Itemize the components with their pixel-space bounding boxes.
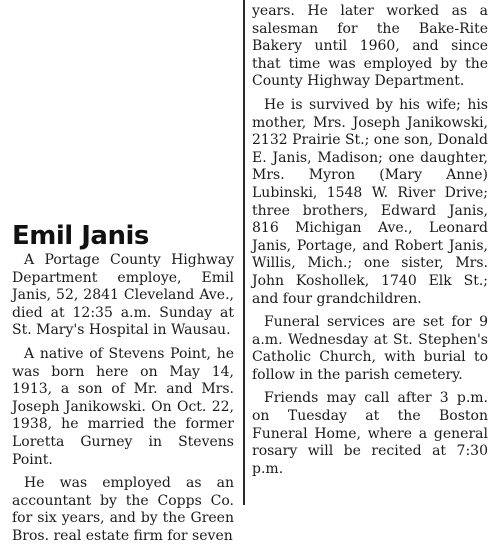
right-column — [252, 3, 488, 484]
paragraph-death-notice: A Portage County Highway Department employe, Emil Janis, 52, 2841 Cleveland Ave., died at 12:35 a.m. Sunday at St. Mary's Hospital in Wausau. — [12, 252, 234, 339]
paragraph-survivors: He is survived by his wife; his mother, Mrs. Joseph Janikowski, 2132 Prairie St.; one son, Donald E. Janis, Madison; one daughter, Mrs. Myron (Mary Anne) Lubinski, 1548 W. River Drive; three brothers, Edward Janis, 816 Michigan Ave., Leonard Janis, Portage, and Robert Janis, Willis, Mich.; one sister, Mrs. John Koshollek, 1740 Elk St.; and four grandchildren. — [252, 96, 488, 307]
paragraph-birth-marriage: A native of Stevens Point, he was born here on May 14, 1913, a son of Mr. and Mrs. Joseph Janikowski. On Oct. 22, 1938, he married the former Loretta Gurney in Stevens Point. — [12, 345, 234, 468]
left-column — [12, 252, 234, 552]
column-divider — [243, 0, 245, 505]
paragraph-employment: He was employed as an accountant by the Copps Co. for six years, and by the Green Bros. real estate firm for seven — [12, 475, 234, 544]
paragraph-visitation: Friends may call after 3 p.m. on Tuesday at the Boston Funeral Home, where a general rosary will be recited at 7:30 p.m. — [252, 390, 488, 477]
obituary-headline: Emil Janis — [12, 221, 149, 251]
paragraph-funeral-services: Funeral services are set for 9 a.m. Wednesday at St. Stephen's Catholic Church, with burial to follow in the parish cemetery. — [252, 314, 488, 383]
paragraph-employment-continued: years. He later worked as a salesman for the Bake-Rite Bakery until 1960, and since that time was employed by the County Highway Department. — [252, 3, 488, 90]
